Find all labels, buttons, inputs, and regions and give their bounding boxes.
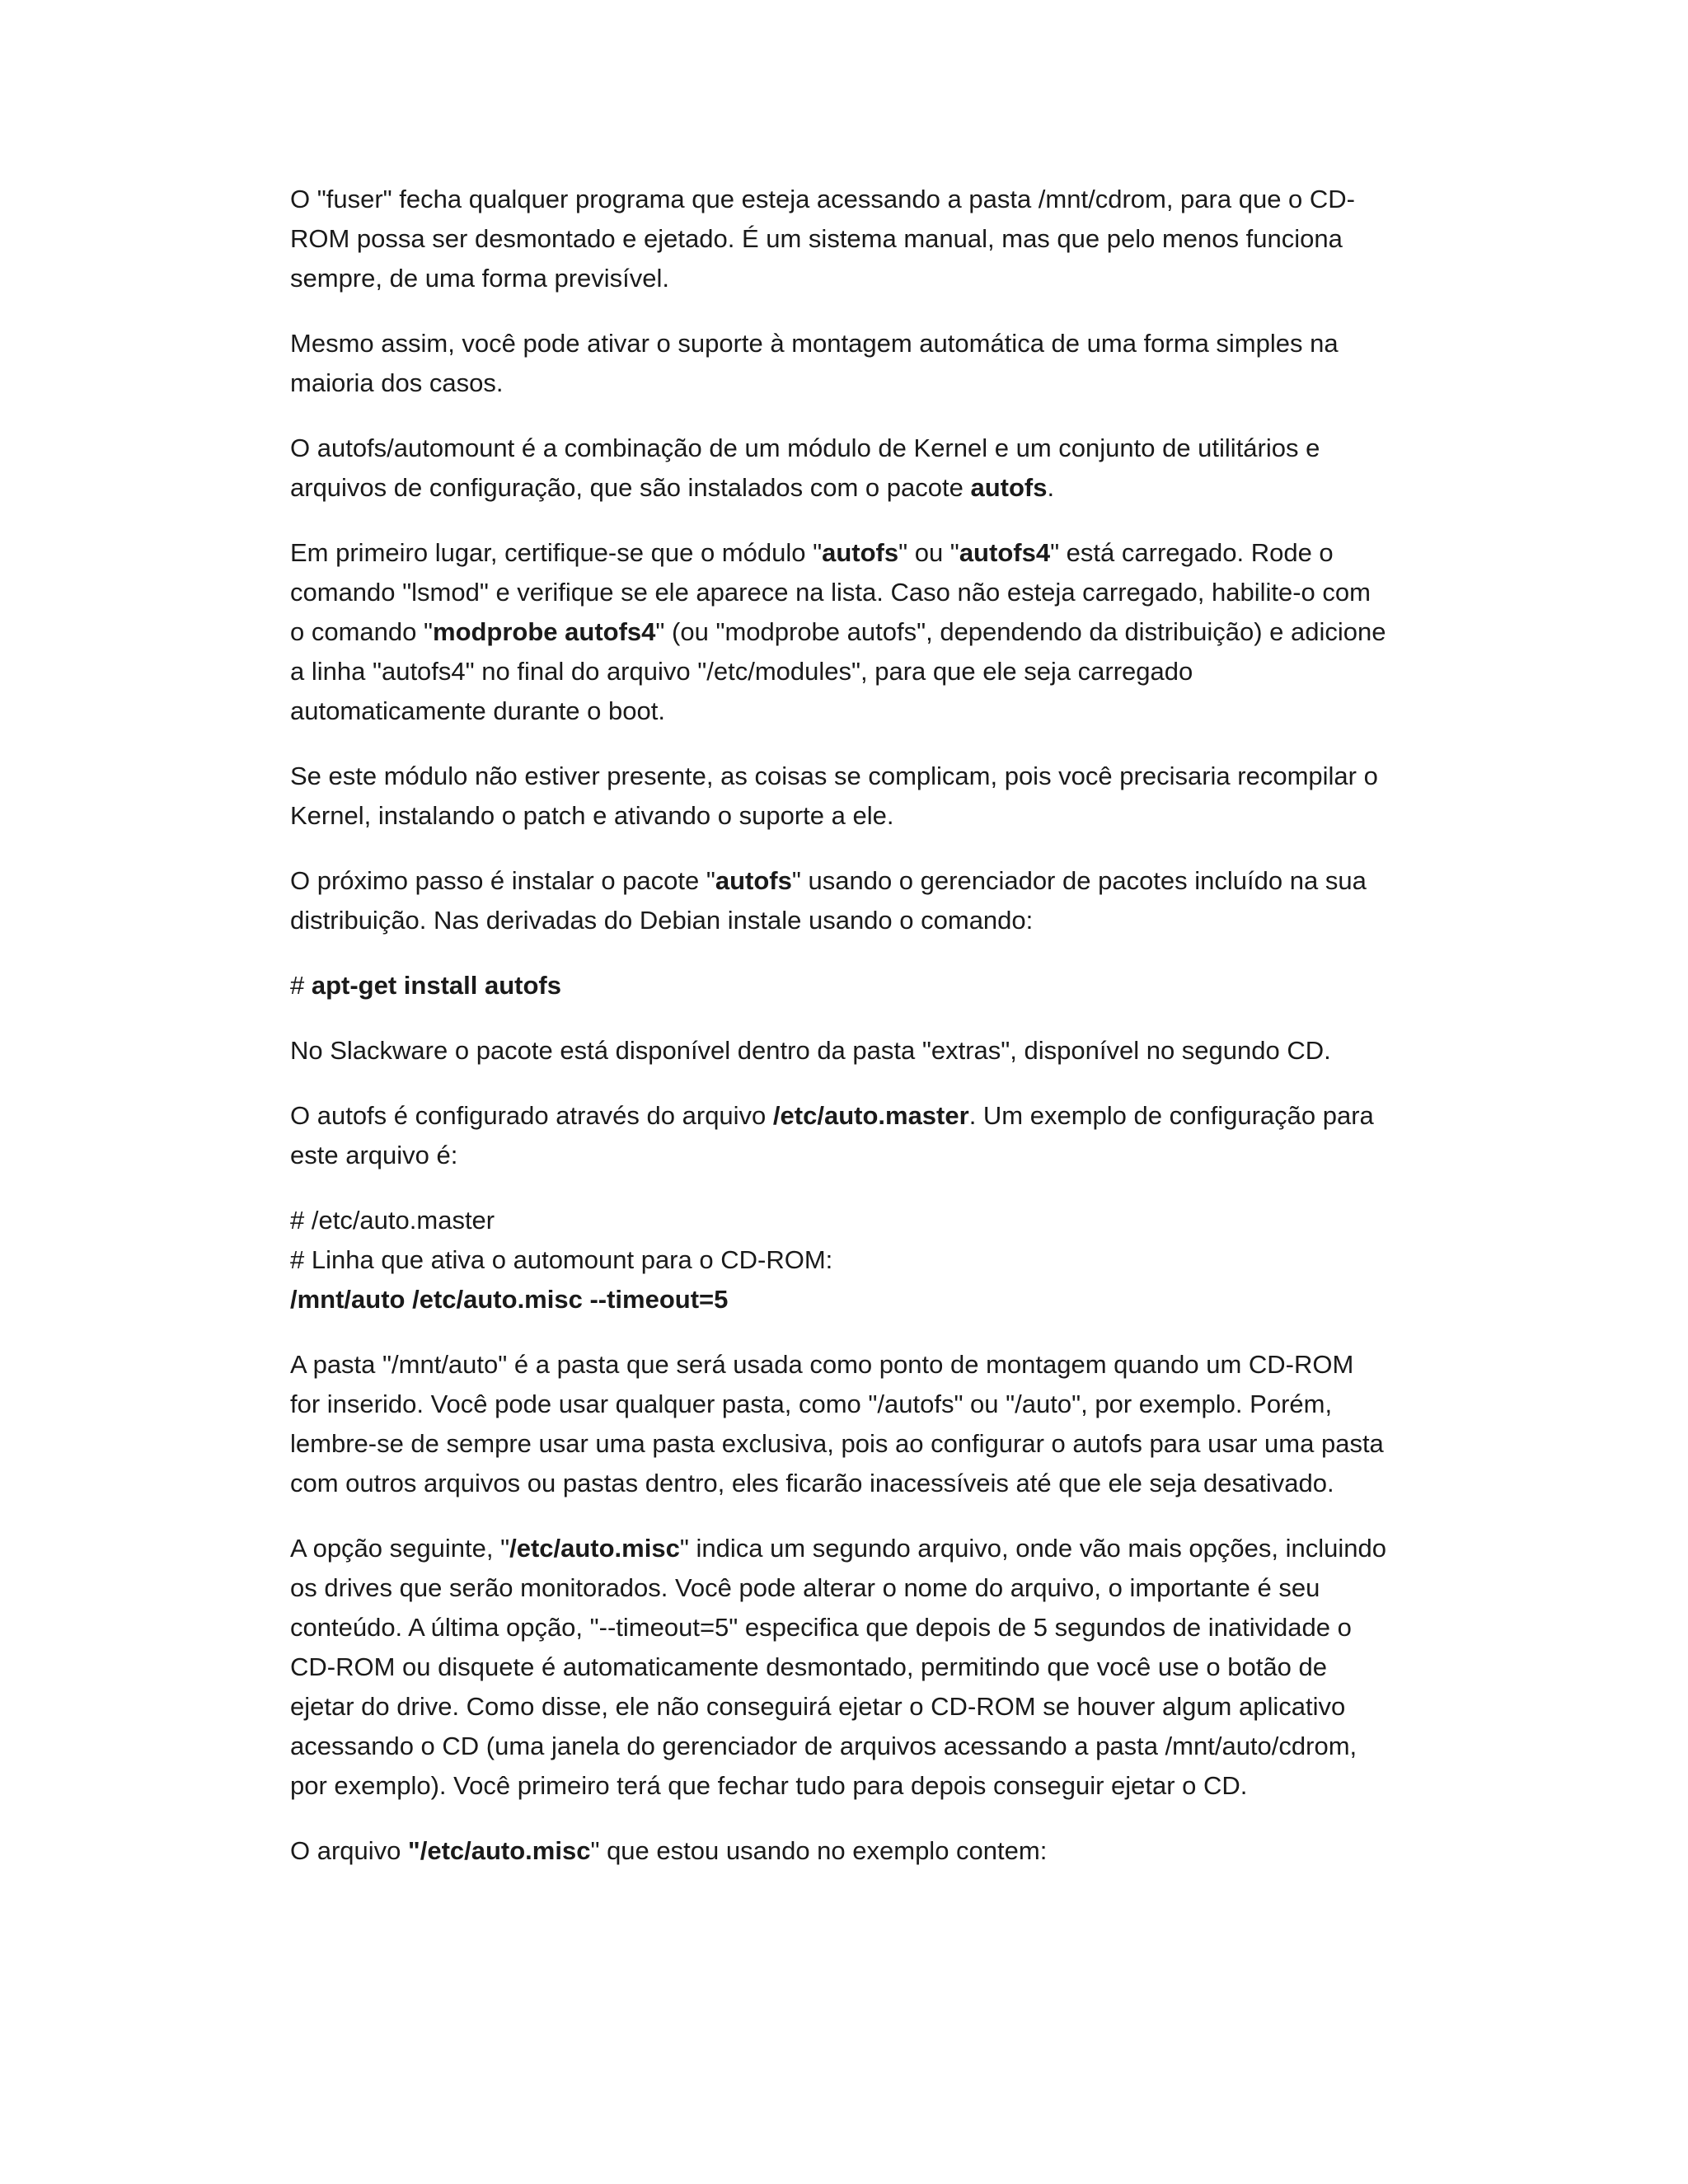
text: " está carregado. Rode o comando "lsmod" e verifique se ele aparece na lista. Caso não esteja carregado, habilite-o com o comando " (290, 538, 1371, 646)
command-text: apt-get install autofs (311, 971, 561, 1000)
text: " (ou "modprobe autofs", dependendo da distribuição) e adicione a linha "autofs4" no final do arquivo "/etc/modules", para que ele seja carregado automaticamente durante o boot. (290, 617, 1386, 725)
text: " que estou usando no exemplo contem: (590, 1836, 1048, 1865)
command-prefix: # (290, 971, 312, 1000)
text: " ou " (898, 538, 959, 567)
text: A opção seguinte, " (290, 1534, 510, 1563)
text: O autofs é configurado através do arquivo (290, 1101, 773, 1130)
text: O arquivo (290, 1836, 409, 1865)
text: . Um exemplo de configuração para este arquivo é: (290, 1101, 1374, 1169)
bold-text: /etc/auto.master (772, 1101, 969, 1130)
config-example (290, 1201, 1386, 1319)
paragraph-auto-misc-option (290, 1529, 1386, 1806)
text: . (1047, 473, 1055, 502)
bold-text: autofs (822, 538, 899, 567)
bold-text: "/etc/auto.misc (408, 1836, 591, 1865)
paragraph-auto-master (290, 1096, 1386, 1175)
paragraph-automount-intro: Mesmo assim, você pode ativar o suporte à montagem automática de uma forma simples na maioria dos casos. (290, 329, 1339, 397)
bold-text: autofs (715, 866, 792, 895)
install-command (290, 966, 1386, 1005)
paragraph-fuser: O "fuser" fecha qualquer programa que esteja acessando a pasta /mnt/cdrom, para que o CD-ROM possa ser desmontado e ejetado. É um sistema manual, mas que pelo menos funciona sempre, de uma forma previsível. (290, 185, 1355, 293)
paragraph-slackware: No Slackware o pacote está disponível dentro da pasta "extras", disponível no segundo CD. (290, 1036, 1331, 1065)
paragraph-install-step (290, 861, 1386, 940)
document-page (290, 180, 1386, 1896)
bold-text: autofs4 (959, 538, 1051, 567)
paragraph-auto-misc-file (290, 1831, 1386, 1871)
config-line-comment: # /etc/auto.master (290, 1206, 495, 1235)
paragraph-module-missing: Se este módulo não estiver presente, as coisas se complicam, pois você precisaria recompilar o Kernel, instalando o patch e ativando o suporte a ele. (290, 762, 1378, 830)
config-line-comment: # Linha que ativa o automount para o CD-ROM: (290, 1245, 833, 1274)
bold-text: autofs (970, 473, 1048, 502)
text: " usando o gerenciador de pacotes incluído na sua distribuição. Nas derivadas do Debian instale usando o comando: (290, 866, 1367, 935)
paragraph-autofs-description (290, 429, 1386, 508)
paragraph-module-check (290, 533, 1386, 731)
bold-text: /etc/auto.misc (509, 1534, 680, 1563)
text: Em primeiro lugar, certifique-se que o módulo " (290, 538, 823, 567)
text: O autofs/automount é a combinação de um módulo de Kernel e um conjunto de utilitários e arquivos de configuração, que são instalados com o pacote (290, 434, 1320, 502)
paragraph-mount-point: A pasta "/mnt/auto" é a pasta que será usada como ponto de montagem quando um CD-ROM for inserido. Você pode usar qualquer pasta, como "/autofs" ou "/auto", por exemplo. Porém, lembre-se de sempre usar uma pasta exclusiva, pois ao configurar o autofs para usar uma pasta com outros arquivos ou pastas dentro, eles ficarão inacessíveis até que ele seja desativado. (290, 1350, 1384, 1497)
bold-text: modprobe autofs4 (433, 617, 656, 646)
text: " indica um segundo arquivo, onde vão mais opções, incluindo os drives que serão monitorados. Você pode alterar o nome do arquivo, o importante é seu conteúdo. A última opção, "--timeout=5" especifica que depois de 5 segundos de inatividade o CD-ROM ou disquete é automaticamente desmontado, permitindo que você use o botão de ejetar do drive. Como disse, ele não conseguirá ejetar o CD-ROM se houver algum aplicativo acessando o CD (uma janela do gerenciador de arquivos acessando a pasta /mnt/auto/cdrom, por exemplo). Você primeiro terá que fechar tudo para depois conseguir ejetar o CD. (290, 1534, 1386, 1800)
config-line-mount: /mnt/auto /etc/auto.misc --timeout=5 (290, 1285, 729, 1314)
text: O próximo passo é instalar o pacote " (290, 866, 715, 895)
